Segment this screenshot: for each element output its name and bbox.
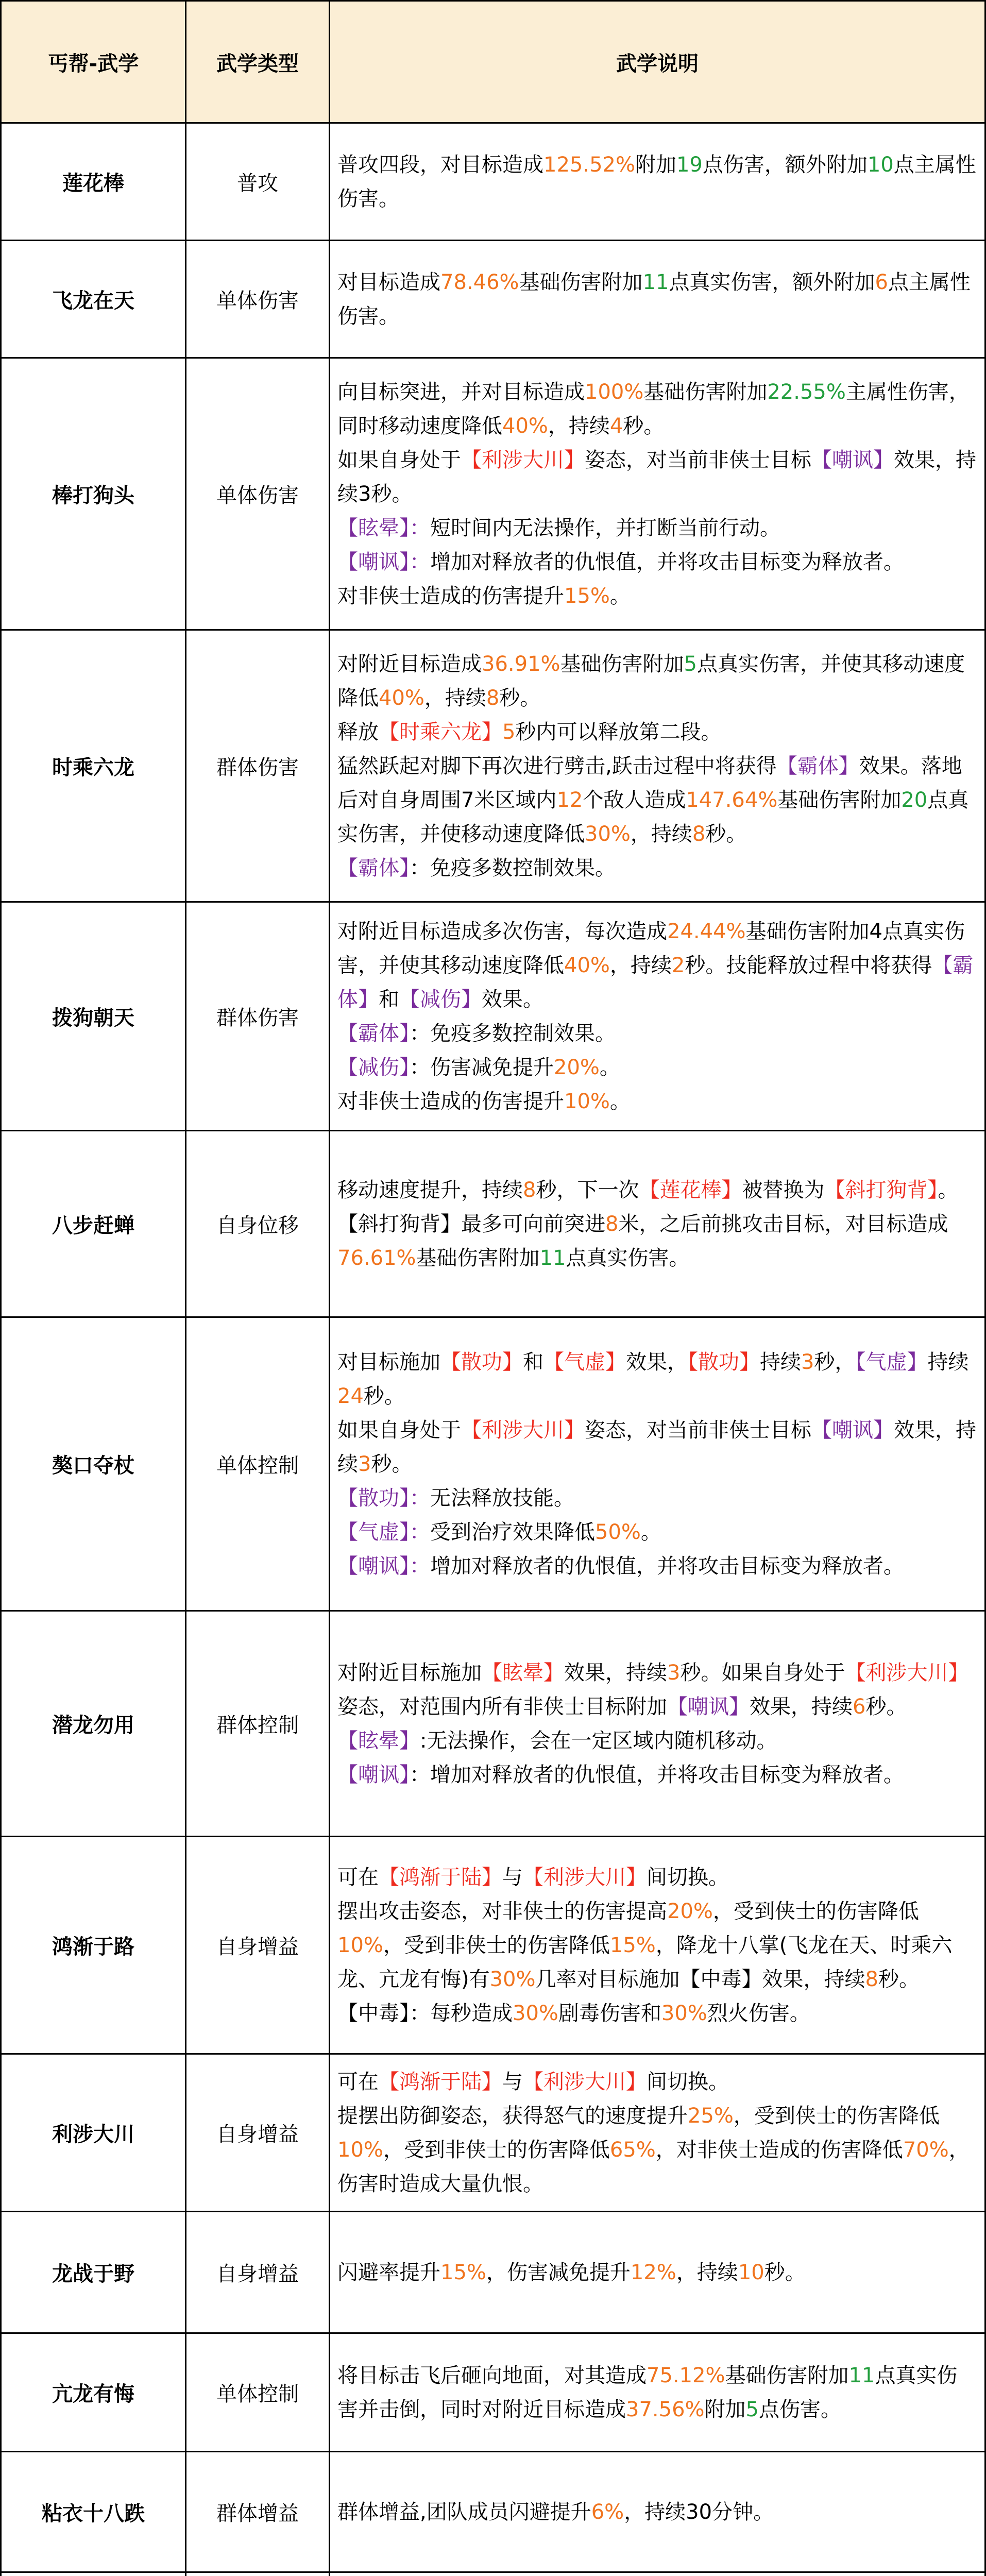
description-line — [337, 1207, 976, 1275]
text-segment: 秒。 — [878, 1967, 920, 1991]
text-segment: 【莲花棒】 — [639, 1178, 742, 1202]
text-segment: 30% — [489, 1967, 536, 1991]
table-row — [1, 902, 985, 1131]
text-segment: 【嘲讽】 — [667, 1694, 750, 1719]
text-segment: 5 — [502, 720, 516, 744]
text-segment: 点伤害。 — [758, 2397, 841, 2421]
skill-description — [330, 241, 985, 358]
text-segment: 基础伤害附加 — [560, 652, 684, 676]
text-segment: 8 — [605, 1212, 619, 1236]
table-row — [1, 358, 985, 630]
text-segment: 间切换。 — [647, 2070, 729, 2094]
text-segment: 【利涉大川】 — [523, 2070, 647, 2094]
skill-description — [330, 123, 985, 241]
text-segment: 。 — [599, 1055, 620, 1079]
text-segment: 【嘲讽】： — [337, 1554, 430, 1578]
text-segment: 受到治疗效果降低 — [430, 1520, 595, 1544]
text-segment: 24.44% — [667, 919, 746, 943]
text-segment: 效果，持续 — [750, 1694, 853, 1719]
text-segment: 20% — [667, 1899, 713, 1923]
text-segment: ，受到非侠士的伤害降低 — [383, 1933, 610, 1957]
text-segment: 100% — [585, 380, 644, 404]
text-segment: 40% — [502, 414, 548, 438]
skill-type: 自身位移 — [186, 1131, 330, 1317]
text-segment: 秒。 — [865, 1694, 907, 1719]
text-segment: 可在 — [337, 1865, 379, 1889]
text-segment: 5 — [684, 652, 697, 676]
text-segment: 秒， — [814, 1350, 856, 1374]
text-segment: 和 — [523, 1350, 543, 1374]
description-line — [337, 1050, 976, 1084]
text-segment: 【嘲讽】 — [811, 1418, 894, 1442]
text-segment: ，持续 — [630, 822, 692, 846]
text-segment: 36.91% — [482, 652, 560, 676]
description-line — [337, 443, 976, 511]
table-row — [1, 2452, 985, 2572]
text-segment: 点真实伤害，额外附加 — [669, 270, 875, 294]
text-segment: 基础伤害附加 — [643, 380, 768, 404]
text-segment: 40% — [379, 686, 424, 710]
table-body — [1, 123, 985, 2576]
table-row — [1, 630, 985, 902]
skill-type: 群体伤害 — [186, 630, 330, 902]
text-segment: 6 — [875, 270, 888, 294]
skill-name — [1, 2572, 186, 2576]
text-segment: 【鸿渐于陆】 — [379, 1865, 502, 1889]
table-row — [1, 1611, 985, 1837]
skill-name: 鸿渐于路 — [1, 1837, 186, 2054]
text-segment: 20 — [901, 788, 928, 812]
skill-name: 亢龙有悔 — [1, 2333, 186, 2452]
text-segment: 群体增益,团队成员闪避提升 — [337, 2500, 591, 2524]
text-segment: :无法操作，会在一定区域内随机移动。 — [420, 1728, 777, 1753]
text-segment: 姿态，对当前非侠士目标 — [585, 448, 811, 472]
text-segment: 点主属性伤害。 — [337, 270, 971, 328]
description-line — [337, 2099, 976, 2201]
header-skill-description: 武学说明 — [330, 1, 985, 123]
text-segment: 。 — [609, 1089, 631, 1113]
text-segment: 秒。技能释放过程中将获得 — [685, 953, 932, 977]
text-segment: 秒。 — [705, 822, 747, 846]
text-segment: 增加对释放者的仇恨值，并将攻击目标变为释放者。 — [430, 1554, 904, 1578]
skill-description — [330, 1131, 985, 1317]
text-segment: 12% — [630, 2260, 676, 2284]
skill-description — [330, 2212, 985, 2333]
skill-type: 群体伤害 — [186, 902, 330, 1131]
skill-name: 八步赶蝉 — [1, 1131, 186, 1317]
text-segment: 基础伤害附加 — [777, 788, 902, 812]
text-segment: 效果。 — [482, 987, 543, 1011]
text-segment: 对非侠士造成的伤害提升 — [337, 584, 564, 608]
text-segment: 15% — [440, 2260, 486, 2284]
text-segment: 与 — [502, 2070, 523, 2094]
skill-name: 拨狗朝天 — [1, 902, 186, 1131]
description-line — [337, 1481, 976, 1515]
skill-name: 时乘六龙 — [1, 630, 186, 902]
text-segment: 点伤害，额外附加 — [702, 152, 868, 177]
text-segment: 10 — [867, 152, 894, 177]
text-segment: 摆出攻击姿态，对非侠士的伤害提高 — [337, 1899, 667, 1923]
description-line — [337, 545, 976, 579]
text-segment: 对非侠士造成的伤害提升 — [337, 1089, 564, 1113]
description-line — [337, 1345, 976, 1413]
text-segment: 和 — [379, 987, 399, 1011]
table-row — [1, 241, 985, 358]
text-segment: 6% — [591, 2500, 624, 2524]
text-segment: 短时间内无法操作，并打断当前行动。 — [430, 516, 780, 540]
text-segment: 8 — [486, 686, 500, 710]
skill-type: 单体控制 — [186, 2333, 330, 2452]
description-line — [337, 1758, 976, 1792]
text-segment: 65% — [609, 2138, 656, 2162]
text-segment: 【气虚】 — [543, 1350, 626, 1374]
text-segment: 8 — [692, 822, 706, 846]
skill-description — [330, 1611, 985, 1837]
skill-name: 潜龙勿用 — [1, 1611, 186, 1837]
text-segment: 秒，下一次 — [536, 1178, 639, 1202]
description-line — [337, 1996, 976, 2030]
description-line — [337, 647, 976, 715]
text-segment: 基础伤害附加4点真实伤害，并使其移动速度降低 — [337, 919, 965, 977]
skill-description — [330, 630, 985, 902]
text-segment: 向目标突进，并对目标造成 — [337, 380, 585, 404]
text-segment: 效果，持续 — [564, 1660, 667, 1685]
text-segment: 被替换为 — [742, 1178, 825, 1202]
text-segment: 【利涉大川】 — [845, 1660, 969, 1685]
text-segment: 如果自身处于 — [337, 448, 461, 472]
text-segment: 【霸体】 — [337, 953, 974, 1011]
text-segment: 6 — [853, 1694, 866, 1719]
text-segment: 释放 — [337, 720, 379, 744]
text-segment: 如果自身处于 — [337, 1418, 461, 1442]
text-segment: 76.61% — [337, 1246, 416, 1270]
text-segment: 【利涉大川】 — [461, 1418, 585, 1442]
table-row — [1, 1131, 985, 1317]
text-segment: 30% — [513, 2001, 558, 2025]
text-segment: ，持续 — [609, 953, 672, 977]
skill-type: 群体增益 — [186, 2452, 330, 2572]
text-segment: 【减伤】 — [399, 987, 482, 1011]
skill-description — [330, 1837, 985, 2054]
text-segment: 对附近目标施加 — [337, 1660, 482, 1685]
description-line — [337, 1016, 976, 1050]
table-row — [1, 2333, 985, 2452]
text-segment: 125.52% — [543, 152, 635, 177]
description-line — [337, 1860, 976, 1894]
text-segment: 22.55% — [767, 380, 846, 404]
text-segment: ，持续30分钟。 — [624, 2500, 774, 2524]
text-segment: 点主属性伤害。 — [337, 152, 976, 211]
text-segment: 【鸿渐于陆】 — [379, 2070, 502, 2094]
text-segment: ：免疫多数控制效果。 — [410, 856, 616, 880]
text-segment: 【减伤】 — [337, 1055, 410, 1079]
text-segment: 15% — [564, 584, 610, 608]
table-row — [1, 123, 985, 241]
skill-type: 单体伤害 — [186, 358, 330, 630]
text-segment: 【散功】： — [337, 1486, 430, 1510]
text-segment: ：免疫多数控制效果。 — [410, 1021, 616, 1045]
description-line — [337, 148, 976, 216]
text-segment: 25% — [688, 2104, 734, 2128]
text-segment: 点真实伤害并击倒，同时对附近目标造成 — [337, 2363, 958, 2421]
text-segment: 11 — [642, 270, 669, 294]
text-segment: 无法释放技能。 — [430, 1486, 574, 1510]
text-segment: 【斜打狗背】 — [824, 1178, 938, 1202]
skill-name: 粘衣十八跌 — [1, 2452, 186, 2572]
text-segment: 3 — [801, 1350, 814, 1374]
skill-type: 普攻 — [186, 123, 330, 241]
text-segment: 【霸体】 — [776, 754, 859, 778]
text-segment: 20% — [554, 1055, 600, 1079]
text-segment: ，持续 — [548, 414, 610, 438]
table-row — [1, 1317, 985, 1611]
text-segment: 【眩晕】 — [482, 1660, 564, 1685]
description-line — [337, 1173, 976, 1207]
text-segment: 秒。 — [623, 414, 665, 438]
skill-name: 飞龙在天 — [1, 241, 186, 358]
description-line — [337, 265, 976, 333]
text-segment: 78.46% — [440, 270, 519, 294]
text-segment: 主属性伤害，同时移动速度降低 — [337, 380, 970, 438]
text-segment: 15% — [609, 1933, 656, 1957]
table-row — [1, 1837, 985, 2054]
text-segment: 【霸体】 — [337, 856, 410, 880]
skill-description — [330, 2452, 985, 2572]
skill-type: 自身增益 — [186, 1837, 330, 2054]
text-segment: 【嘲讽】 — [811, 448, 894, 472]
text-segment: 70% — [903, 2138, 949, 2162]
text-segment: 对附近目标造成多次伤害，每次造成 — [337, 919, 667, 943]
skill-description — [330, 2333, 985, 2452]
skill-name: 利涉大川 — [1, 2054, 186, 2212]
text-segment: 3 — [358, 1452, 371, 1476]
text-segment: 8 — [865, 1967, 878, 1991]
text-segment: 3 — [667, 1660, 681, 1685]
text-segment: 【嘲讽】： — [337, 550, 430, 574]
text-segment: 【气虚】： — [337, 1520, 430, 1544]
text-segment: 24 — [337, 1384, 364, 1408]
description-line — [337, 1656, 976, 1724]
text-segment: 持续 — [927, 1350, 969, 1374]
text-segment: ，降龙十八掌(飞龙在天、时乘六龙、亢龙有悔)有 — [337, 1933, 953, 1991]
skill-description — [330, 358, 985, 630]
skill-type: 群体控制 — [186, 1611, 330, 1837]
text-segment: 【中毒】：每秒造成 — [337, 2001, 513, 2025]
text-segment: 【散功】 — [688, 1350, 760, 1374]
skill-description — [330, 902, 985, 1131]
text-segment: 秒内可以释放第二段。 — [515, 720, 722, 744]
header-skill-name: 丐帮-武学 — [1, 1, 186, 123]
text-segment: 秒。 — [499, 686, 541, 710]
description-line — [337, 2065, 976, 2099]
text-segment: 点真实伤害，并使移动速度降低 — [337, 788, 969, 846]
text-segment: ，对非侠士造成的伤害降低 — [655, 2138, 903, 2162]
text-segment: 8 — [523, 1178, 536, 1202]
description-line — [337, 511, 976, 545]
skill-name: 龙战于野 — [1, 2212, 186, 2333]
skill-type: 单体控制 — [186, 1317, 330, 1611]
text-segment: 【散功】 — [440, 1350, 523, 1374]
text-segment: ，持续 — [676, 2260, 738, 2284]
skill-type — [186, 2572, 330, 2576]
table-row — [1, 2054, 985, 2212]
text-segment: 秒。 — [371, 1452, 413, 1476]
text-segment: 个敌人造成 — [583, 788, 686, 812]
skill-description — [330, 1317, 985, 1611]
text-segment: 移动速度提升，持续 — [337, 1178, 523, 1202]
text-segment: 75.12% — [647, 2363, 725, 2387]
description-line — [337, 1894, 976, 1996]
text-segment: 50% — [595, 1520, 641, 1544]
description-line — [337, 1084, 976, 1118]
text-segment: 附加 — [704, 2397, 746, 2421]
text-segment: 秒。如果自身处于 — [680, 1660, 845, 1685]
text-segment: 普攻四段，对目标造成 — [337, 152, 543, 177]
text-segment: 。 — [609, 584, 631, 608]
text-segment: 效果，持续 — [337, 1418, 976, 1476]
text-segment: 与 — [502, 1865, 523, 1889]
text-segment: 10 — [738, 2260, 764, 2284]
text-segment: 19 — [676, 152, 703, 177]
text-segment: 10% — [337, 2138, 383, 2162]
description-line — [337, 1724, 976, 1758]
text-segment: ，受到侠士的伤害降低 — [733, 2104, 940, 2128]
description-line — [337, 2359, 976, 2427]
text-segment: 。 — [938, 1178, 959, 1202]
text-segment: 【霸体】 — [337, 1021, 410, 1045]
text-segment: 点真实伤害。 — [566, 1246, 690, 1270]
text-segment: 秒。 — [363, 1384, 405, 1408]
description-line — [337, 2495, 976, 2529]
text-segment: 。 — [640, 1520, 661, 1544]
text-segment: 2 — [671, 953, 685, 977]
text-segment: 基础伤害附加 — [416, 1246, 540, 1270]
description-line — [337, 749, 976, 851]
text-segment: 几率对目标施加【中毒】效果，持续 — [535, 1967, 865, 1991]
description-line — [337, 1413, 976, 1481]
skill-description — [330, 2054, 985, 2212]
text-segment: 姿态，对当前非侠士目标 — [585, 1418, 811, 1442]
text-segment: 猛然跃起对脚下再次进行劈击,跃击过程中将获得 — [337, 754, 777, 778]
text-segment: 4 — [609, 414, 623, 438]
skill-name: 莲花棒 — [1, 123, 186, 241]
skill-name: 棒打狗头 — [1, 358, 186, 630]
text-segment: 效果。落地后对自身周围7米区域内 — [337, 754, 962, 812]
description-line — [337, 375, 976, 443]
text-segment: 40% — [564, 953, 610, 977]
text-segment: 效果， — [626, 1350, 688, 1374]
text-segment: ，持续 — [424, 686, 486, 710]
text-segment: 11 — [848, 2363, 875, 2387]
text-segment: 效果，持续3秒。 — [337, 448, 976, 506]
text-segment: 对目标造成 — [337, 270, 440, 294]
text-segment: 30% — [585, 822, 631, 846]
description-line — [337, 1549, 976, 1583]
text-segment: 【利涉大川】 — [461, 448, 585, 472]
text-segment: 闪避率提升 — [337, 2260, 440, 2284]
text-segment: 持续 — [760, 1350, 801, 1374]
text-segment: 附加 — [635, 152, 676, 177]
text-segment: ，伤害时造成大量仇恨。 — [337, 2138, 970, 2196]
text-segment: ，受到侠士的伤害降低 — [712, 1899, 919, 1923]
text-segment: 11 — [539, 1246, 566, 1270]
text-segment: 147.64% — [686, 788, 778, 812]
text-segment: 12 — [556, 788, 583, 812]
text-segment: ，受到非侠士的伤害降低 — [383, 2138, 610, 2162]
text-segment: 【眩晕】 — [337, 1728, 420, 1753]
text-segment: 【利涉大川】 — [523, 1865, 647, 1889]
skill-type: 单体伤害 — [186, 241, 330, 358]
description-line — [337, 914, 976, 1016]
skill-type: 自身增益 — [186, 2054, 330, 2212]
description-line — [337, 851, 976, 885]
description-line — [337, 2256, 976, 2290]
header-skill-type: 武学类型 — [186, 1, 330, 123]
text-segment: 10% — [564, 1089, 610, 1113]
text-segment: 【时乘六龙】 — [379, 720, 502, 744]
text-segment: 10% — [337, 1933, 383, 1957]
skill-type: 自身增益 — [186, 2212, 330, 2333]
text-segment: 点真实伤害，并使其移动速度降低 — [337, 652, 965, 710]
text-segment: 5 — [745, 2397, 759, 2421]
text-segment: 基础伤害附加 — [725, 2363, 849, 2387]
text-segment: 【斜打狗背】最多可向前突进 — [337, 1212, 605, 1236]
description-line — [337, 715, 976, 749]
text-segment: 对附近目标造成 — [337, 652, 482, 676]
description-line — [337, 579, 976, 613]
text-segment: 【嘲讽】 — [337, 1762, 410, 1787]
text-segment: ：增加对释放者的仇恨值，并将攻击目标变为释放者。 — [410, 1762, 904, 1787]
text-segment: 剧毒伤害和 — [558, 2001, 661, 2025]
text-segment: ：伤害减免提升 — [410, 1055, 554, 1079]
text-segment: 对目标施加 — [337, 1350, 440, 1374]
text-segment: 米，之后前挑攻击目标，对目标造成 — [618, 1212, 948, 1236]
text-segment: 姿态，对范围内所有非侠士目标附加 — [337, 1694, 667, 1719]
description-line — [337, 1515, 976, 1549]
text-segment: 烈火伤害。 — [707, 2001, 810, 2025]
text-segment: 间切换。 — [647, 1865, 729, 1889]
text-segment: 可在 — [337, 2070, 379, 2094]
skill-name: 獒口夺杖 — [1, 1317, 186, 1611]
text-segment: 秒。 — [764, 2260, 806, 2284]
text-segment: 37.56% — [626, 2397, 705, 2421]
text-segment: 【眩晕】： — [337, 516, 430, 540]
table-row — [1, 2212, 985, 2333]
text-segment: 增加对释放者的仇恨值，并将攻击目标变为释放者。 — [430, 550, 904, 574]
skill-description — [330, 2572, 985, 2576]
text-segment: 30% — [661, 2001, 707, 2025]
text-segment: ，伤害减免提升 — [486, 2260, 631, 2284]
header-row — [1, 1, 985, 123]
text-segment: 提摆出防御姿态，获得怒气的速度提升 — [337, 2104, 688, 2128]
text-segment: 【气虚】 — [855, 1350, 928, 1374]
text-segment: 基础伤害附加 — [519, 270, 643, 294]
table-row — [1, 2572, 985, 2576]
text-segment: 将目标击飞后砸向地面，对其造成 — [337, 2363, 647, 2387]
